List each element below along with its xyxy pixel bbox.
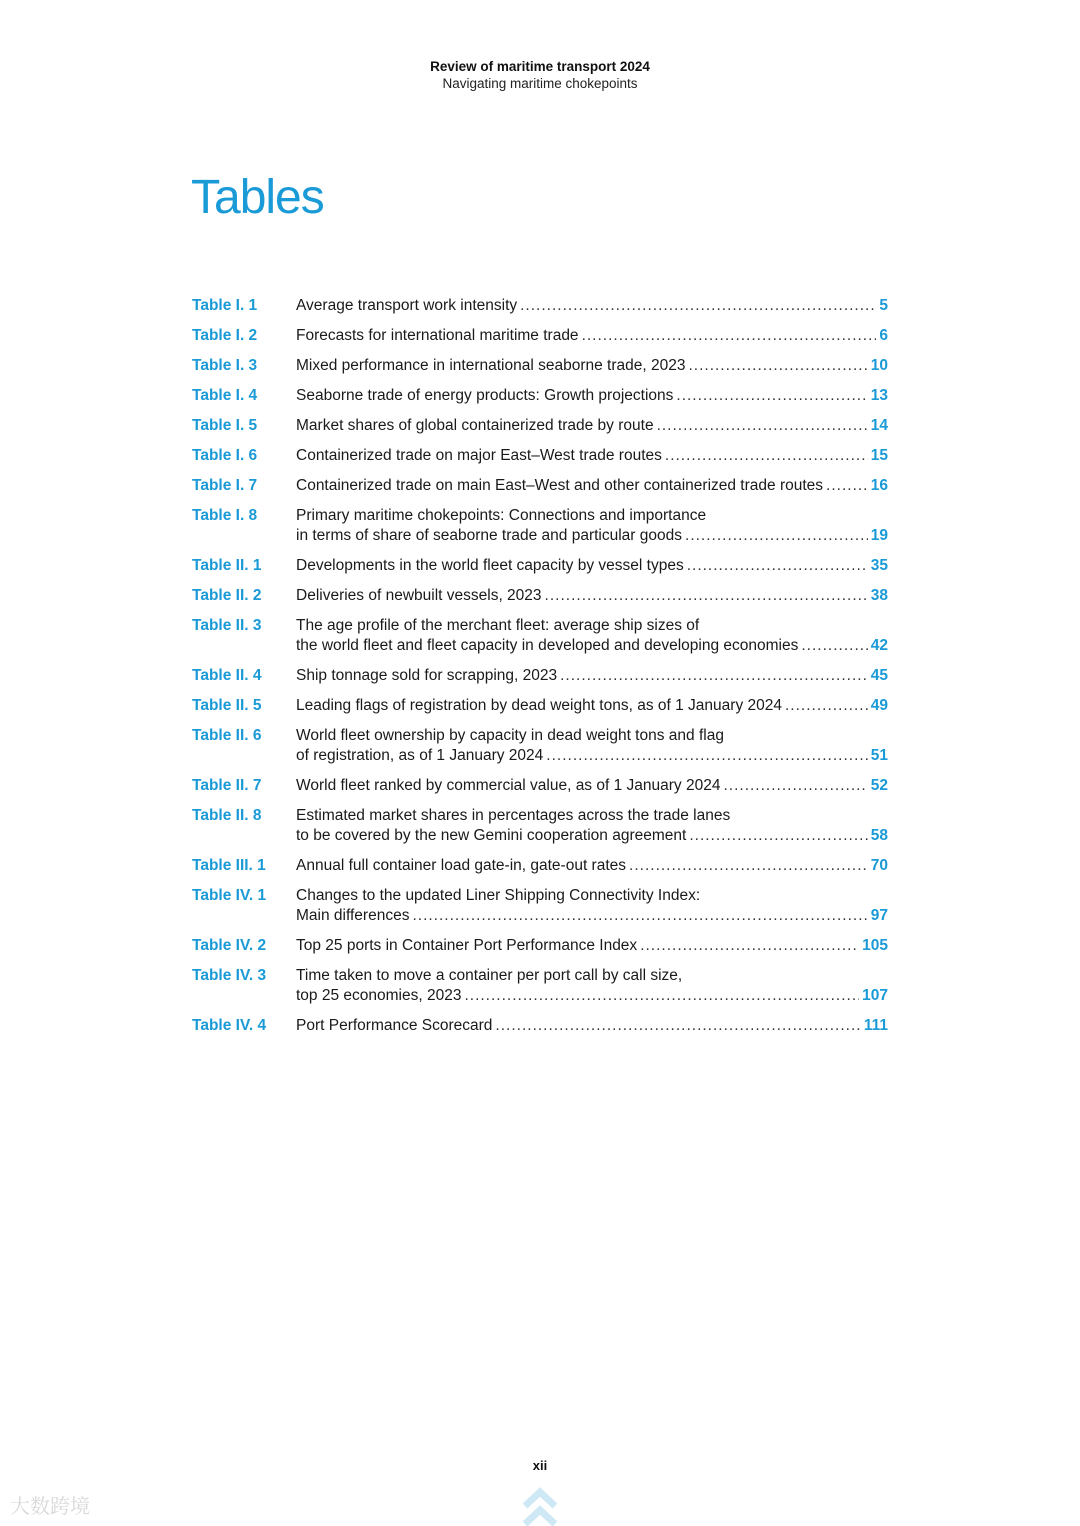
toc-entry[interactable]: [192, 776, 888, 796]
toc-entry[interactable]: [192, 356, 888, 376]
table-caption: [296, 326, 888, 346]
dot-leader: [785, 696, 868, 716]
table-number: Table II. 3: [192, 617, 262, 634]
caption-line: Market shares of global containerized trade by route: [296, 417, 654, 434]
table-number: Table I. 4: [192, 387, 258, 404]
page-number-link[interactable]: 35: [870, 557, 888, 574]
page-number-link[interactable]: 52: [870, 777, 888, 794]
table-number: Table II. 7: [192, 777, 262, 794]
caption-line: The age profile of the merchant fleet: average ship sizes of: [296, 617, 700, 634]
page-number-link[interactable]: 105: [862, 937, 888, 954]
dot-leader: [495, 1016, 860, 1036]
dot-leader: [657, 416, 868, 436]
caption-line: Ship tonnage sold for scrapping, 2023: [296, 667, 558, 684]
caption-line: Changes to the updated Liner Shipping Connectivity Index:: [296, 887, 701, 904]
caption-line: Seaborne trade of energy products: Growth projections: [296, 387, 674, 404]
toc-entry[interactable]: [192, 966, 888, 1006]
table-number: Table II. 8: [192, 807, 262, 824]
caption-line: Deliveries of newbuilt vessels, 2023: [296, 587, 542, 604]
page-number-link[interactable]: 58: [870, 827, 888, 844]
tables-list: [192, 296, 888, 1046]
caption-line: Main differences: [296, 907, 410, 924]
caption-line: Primary maritime chokepoints: Connections and importance: [296, 507, 707, 524]
page-number-link[interactable]: 49: [870, 697, 888, 714]
page-number-link[interactable]: 111: [863, 1017, 888, 1034]
page-number-link[interactable]: 15: [870, 447, 888, 464]
page-number-link[interactable]: 42: [870, 637, 888, 654]
table-number: Table IV. 1: [192, 887, 267, 904]
table-caption: [296, 446, 888, 466]
page-number-link[interactable]: 97: [870, 907, 888, 924]
dot-leader: [826, 476, 868, 496]
toc-entry[interactable]: [192, 586, 888, 606]
caption-line: World fleet ownership by capacity in dead weight tons and flag: [296, 727, 724, 744]
page-number-link[interactable]: 38: [870, 587, 888, 604]
table-number: Table I. 7: [192, 477, 258, 494]
page-number-link[interactable]: 51: [870, 747, 888, 764]
running-header: [0, 58, 1080, 92]
caption-line: Forecasts for international maritime trade: [296, 327, 579, 344]
toc-entry[interactable]: [192, 326, 888, 346]
caption-line: Estimated market shares in percentages across the trade lanes: [296, 807, 731, 824]
toc-entry[interactable]: [192, 856, 888, 876]
page-number-link[interactable]: 16: [870, 477, 888, 494]
table-number: Table II. 5: [192, 697, 262, 714]
table-caption: [296, 936, 888, 956]
caption-line: Time taken to move a container per port call by call size,: [296, 967, 683, 984]
dot-leader: [687, 556, 868, 576]
caption-line: Developments in the world fleet capacity by vessel types: [296, 557, 684, 574]
table-caption: [296, 966, 888, 1006]
dot-leader: [801, 636, 867, 656]
caption-line: Leading flags of registration by dead weight tons, as of 1 January 2024: [296, 697, 782, 714]
table-caption: [296, 386, 888, 406]
page-number-link[interactable]: 107: [862, 987, 888, 1004]
table-number: Table III. 1: [192, 857, 266, 874]
caption-line: Mixed performance in international seaborne trade, 2023: [296, 357, 686, 374]
caption-line: of registration, as of 1 January 2024: [296, 747, 544, 764]
table-caption: [296, 886, 888, 926]
dot-leader: [723, 776, 867, 796]
table-caption: [296, 506, 888, 546]
table-caption: [296, 296, 888, 316]
dot-leader: [412, 906, 867, 926]
table-number: Table II. 4: [192, 667, 262, 684]
caption-line: top 25 economies, 2023: [296, 987, 462, 1004]
toc-entry[interactable]: [192, 806, 888, 846]
table-number: Table II. 6: [192, 727, 262, 744]
dot-leader: [640, 936, 859, 956]
toc-entry[interactable]: [192, 1016, 888, 1036]
page-number-link[interactable]: 45: [870, 667, 888, 684]
table-number: Table I. 1: [192, 297, 258, 314]
page-title: Tables: [191, 171, 324, 224]
page-number-link[interactable]: 10: [870, 357, 888, 374]
dot-leader: [560, 666, 868, 686]
toc-entry[interactable]: [192, 446, 888, 466]
caption-line: Average transport work intensity: [296, 297, 518, 314]
caption-line: the world fleet and fleet capacity in developed and developing economies: [296, 637, 799, 654]
table-number: Table I. 5: [192, 417, 258, 434]
dot-leader: [546, 746, 867, 766]
table-number: Table I. 6: [192, 447, 258, 464]
caption-line: World fleet ranked by commercial value, as of 1 January 2024: [296, 777, 721, 794]
table-number: Table IV. 3: [192, 967, 267, 984]
dot-leader: [520, 296, 876, 316]
dot-leader: [689, 826, 867, 846]
toc-entry[interactable]: [192, 506, 888, 546]
page-number-link[interactable]: 6: [879, 327, 888, 344]
dot-leader: [464, 986, 859, 1006]
toc-entry[interactable]: [192, 886, 888, 926]
toc-entry[interactable]: [192, 936, 888, 956]
caption-line: Containerized trade on major East–West trade routes: [296, 447, 662, 464]
toc-entry[interactable]: [192, 696, 888, 716]
caption-line: to be covered by the new Gemini cooperation agreement: [296, 827, 687, 844]
table-number: Table IV. 4: [192, 1017, 267, 1034]
watermark-text: 大数跨境: [10, 1494, 90, 1518]
dot-leader: [629, 856, 868, 876]
dot-leader: [685, 526, 868, 546]
toc-entry[interactable]: [192, 386, 888, 406]
page-number-link[interactable]: 70: [870, 857, 888, 874]
page-number-link[interactable]: 14: [870, 417, 888, 434]
table-number: Table II. 1: [192, 557, 262, 574]
table-caption: [296, 356, 888, 376]
caption-line: in terms of share of seaborne trade and particular goods: [296, 527, 683, 544]
dot-leader: [688, 356, 867, 376]
table-caption: [296, 696, 888, 716]
table-number: Table I. 2: [192, 327, 258, 344]
caption-line: Top 25 ports in Container Port Performance Index: [296, 937, 638, 954]
dot-leader: [676, 386, 867, 406]
toc-entry[interactable]: [192, 726, 888, 766]
toc-entry[interactable]: [192, 616, 888, 656]
table-caption: [296, 556, 888, 576]
caption-line: Annual full container load gate-in, gate-out rates: [296, 857, 627, 874]
table-caption: [296, 726, 888, 766]
report-title: Review of maritime transport 2024: [430, 59, 650, 74]
table-caption: [296, 416, 888, 436]
dot-leader: [665, 446, 868, 466]
dot-leader: [545, 586, 868, 606]
table-caption: [296, 616, 888, 656]
table-number: Table I. 3: [192, 357, 258, 374]
toc-entry[interactable]: [192, 416, 888, 436]
table-caption: [296, 1016, 888, 1036]
page-number-link[interactable]: 13: [870, 387, 888, 404]
caption-line: Port Performance Scorecard: [296, 1017, 493, 1034]
table-caption: [296, 476, 888, 496]
dot-leader: [582, 326, 877, 346]
table-number: Table IV. 2: [192, 937, 267, 954]
toc-entry[interactable]: [192, 296, 888, 316]
toc-entry[interactable]: [192, 666, 888, 686]
table-caption: [296, 666, 888, 686]
toc-entry[interactable]: [192, 476, 888, 496]
table-caption: [296, 856, 888, 876]
table-caption: [296, 586, 888, 606]
page-number-link[interactable]: 5: [879, 297, 888, 314]
table-number: Table II. 2: [192, 587, 262, 604]
scroll-up-icon[interactable]: [521, 1484, 559, 1526]
report-subtitle: Navigating maritime chokepoints: [442, 76, 638, 91]
page-number-link[interactable]: 19: [870, 527, 888, 544]
table-caption: [296, 776, 888, 796]
caption-line: Containerized trade on main East–West and other containerized trade routes: [296, 477, 824, 494]
toc-entry[interactable]: [192, 556, 888, 576]
table-caption: [296, 806, 888, 846]
page-number: xii: [532, 1458, 548, 1473]
table-number: Table I. 8: [192, 507, 258, 524]
